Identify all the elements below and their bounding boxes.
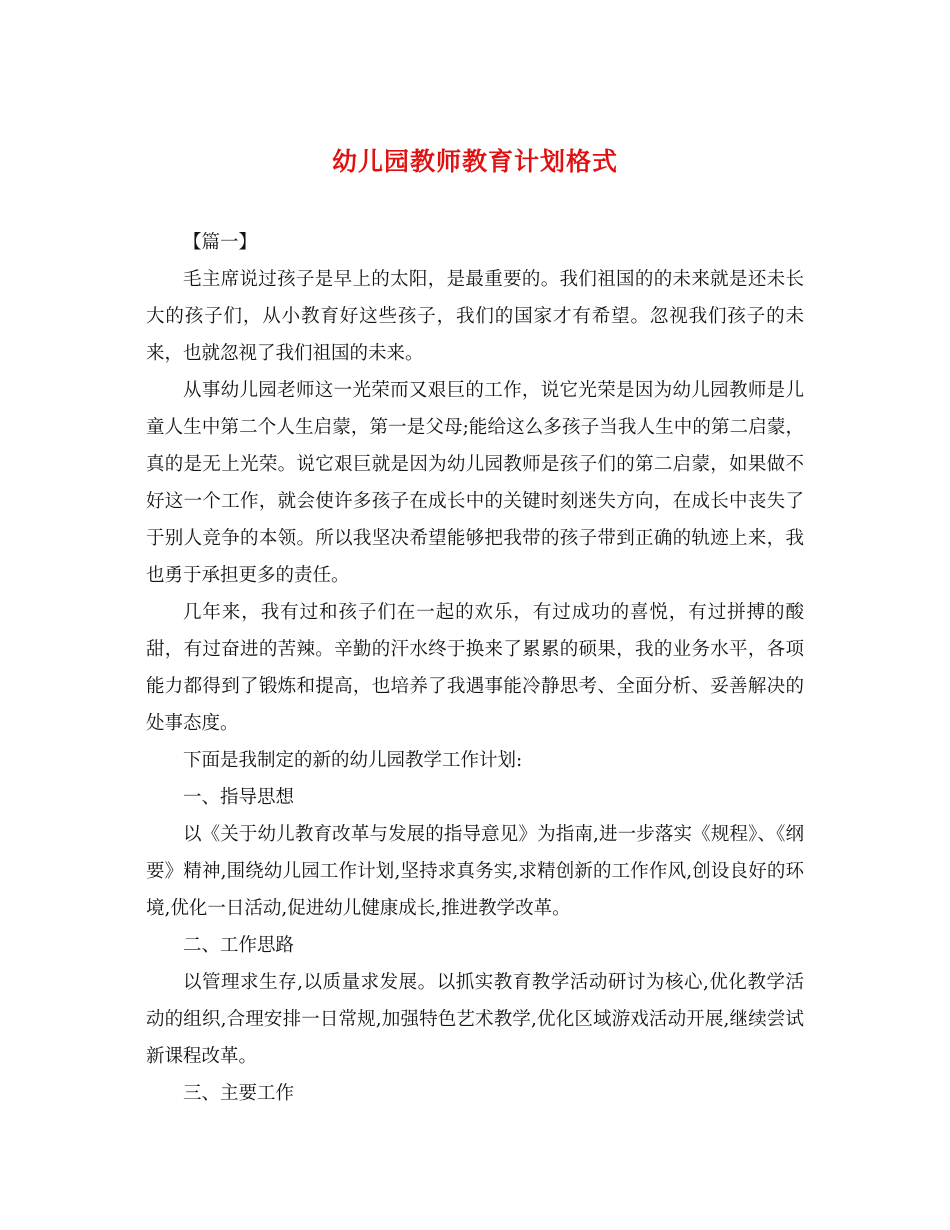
section-label: 【篇一】 [183,232,258,253]
paragraph-3: 几年来，我有过和孩子们在一起的欢乐，有过成功的喜悦，有过拼搏的酸甜，有过奋进的苦辣。辛勤的汗水终于换来了累累的硕果，我的业务水平，各项能力都得到了锻炼和提高，也培养了我遇事能冷静思考、全面分析、妥善解决的处事态度。 [146,602,804,734]
paragraph-2: 从事幼儿园老师这一光荣而又艰巨的工作，说它光荣是因为幼儿园教师是儿童人生中第二个人生启蒙，第一是父母;能给这么多孩子当我人生中的第二启蒙，真的是无上光荣。说它艰巨就是因为幼儿园教师是孩子们的第二启蒙，如果做不好这一个工作，就会使许多孩子在成长中的关键时刻迷失方向，在成长中丧失了于别人竞争的本领。所以我坚决希望能够把我带的孩子带到正确的轨迹上来，我也勇于承担更多的责任。 [146,380,804,586]
document-title: 幼儿园教师教育计划格式 [331,147,618,176]
paragraph-1: 毛主席说过孩子是早上的太阳，是最重要的。我们祖国的的未来就是还未长大的孩子们，从小教育好这些孩子，我们的国家才有希望。忽视我们孩子的未来，也就忽视了我们祖国的未来。 [146,269,804,364]
section-heading-work-ideas: 二、工作思路 [183,935,295,956]
section-text-guiding-thought: 以《关于幼儿教育改革与发展的指导意见》为指南,进一步落实《规程》、《纲要》精神,围绕幼儿园工作计划,坚持求真务实,求精创新的工作作风,创设良好的环境,优化一日活动,促进幼儿健康成长,推进教学改革。 [146,824,804,919]
document-body [146,224,804,1112]
section-heading-guiding-thought: 一、指导思想 [183,787,295,808]
section-heading-main-work: 三、主要工作 [183,1083,295,1104]
section-text-work-ideas: 以管理求生存,以质量求发展。以抓实教育教学活动研讨为核心,优化教学活动的组织,合理安排一日常规,加强特色艺术教学,优化区域游戏活动开展,继续尝试新课程改革。 [146,972,804,1067]
paragraph-4: 下面是我制定的新的幼儿园教学工作计划: [183,750,523,771]
